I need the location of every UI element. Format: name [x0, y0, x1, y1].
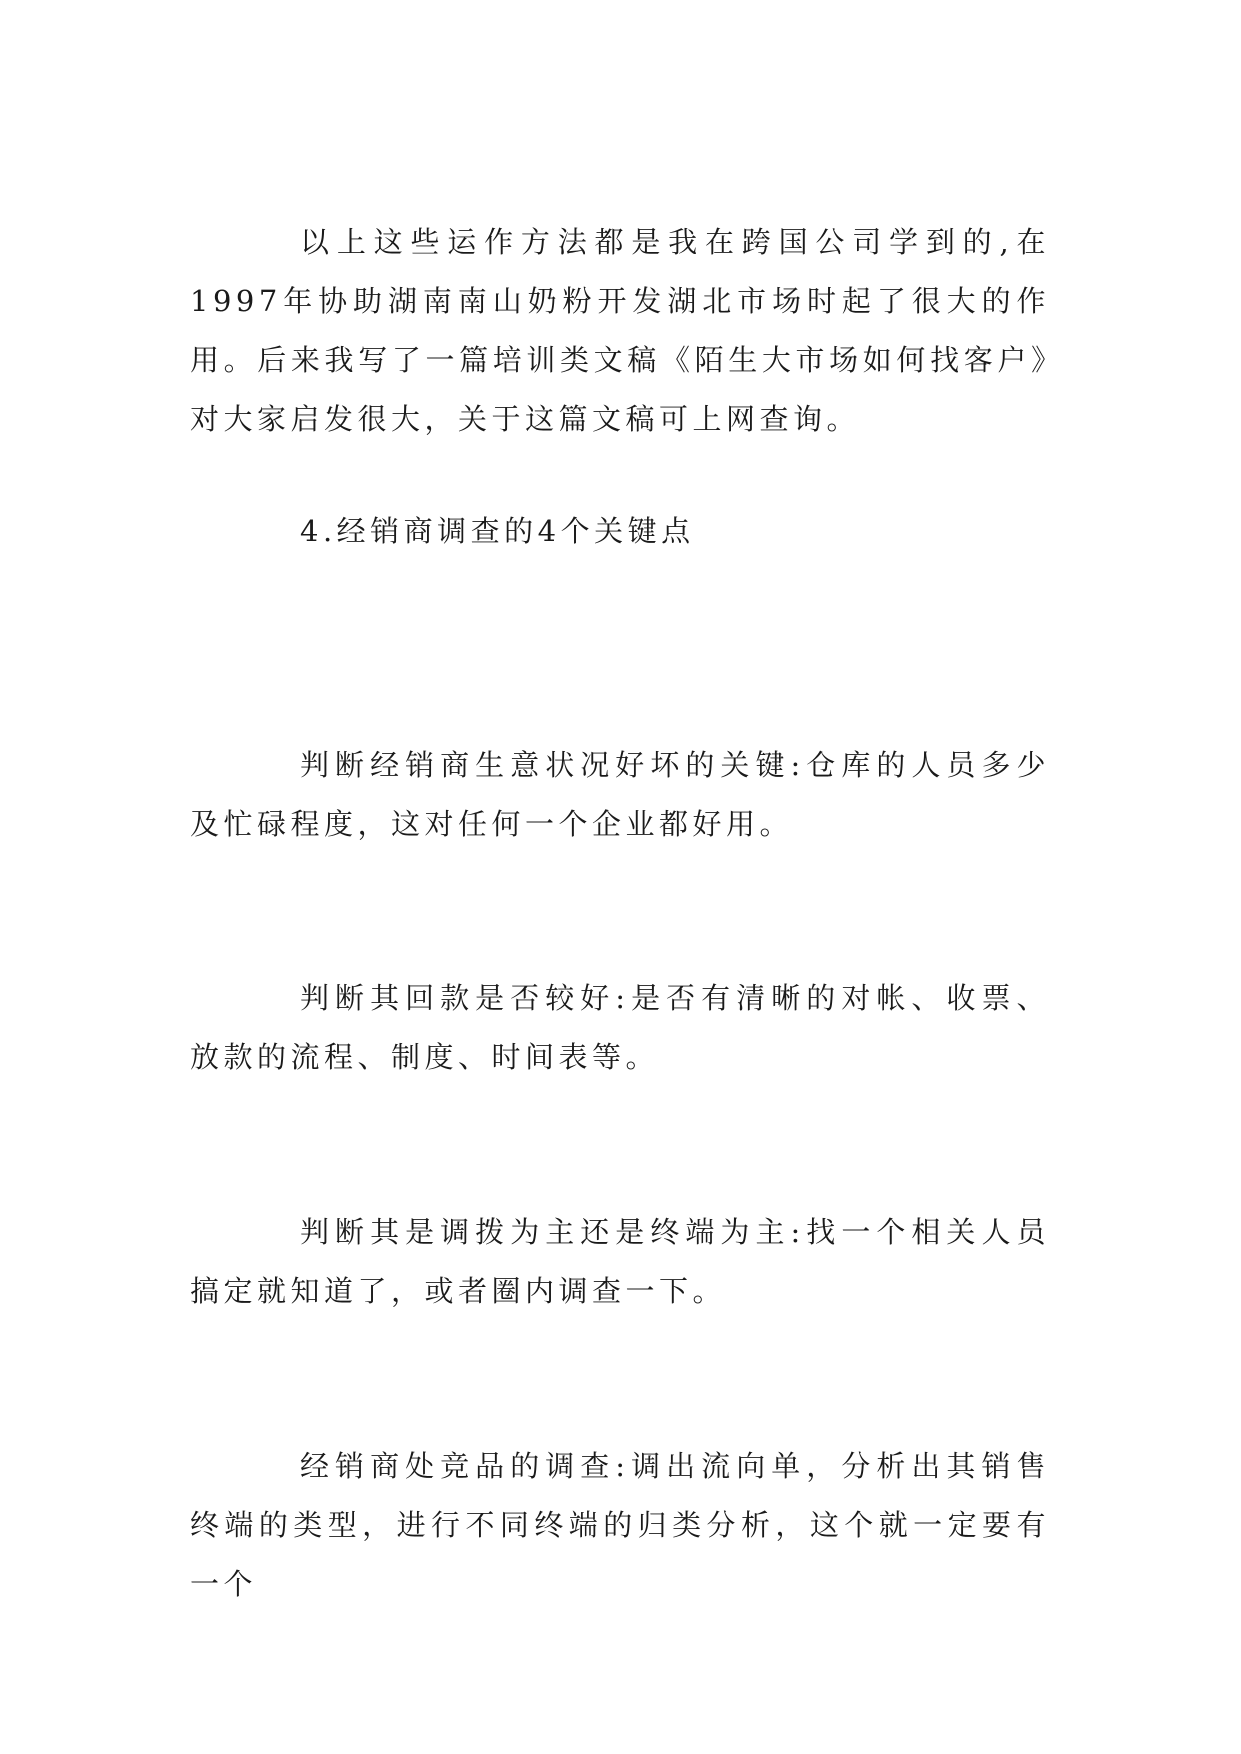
paragraph-distribution-type: 判断其是调拨为主还是终端为主:找一个相关人员搞定就知道了，或者圈内调查一下。 [190, 1215, 1050, 1308]
paragraph-methods-origin: 以上这些运作方法都是我在跨国公司学到的,在1997年协助湖南南山奶粉开发湖北市场时起了很大的作用。后来我写了一篇培训类文稿《陌生大市场如何找客户》对大家启发很大，关于这篇文稿可上网查询。 [190, 225, 1050, 436]
section-heading: 4.经销商调查的4个关键点 [300, 514, 695, 548]
paragraph-business-status: 判断经销商生意状况好坏的关键:仓库的人员多少及忙碌程度，这对任何一个企业都好用。 [190, 748, 1050, 841]
paragraph-payment: 判断其回款是否较好:是否有清晰的对帐、收票、放款的流程、制度、时间表等。 [190, 981, 1050, 1074]
paragraph-competitor-survey: 经销商处竞品的调查:调出流向单，分析出其销售终端的类型，进行不同终端的归类分析，这个就一定要有一个 [190, 1449, 1050, 1601]
